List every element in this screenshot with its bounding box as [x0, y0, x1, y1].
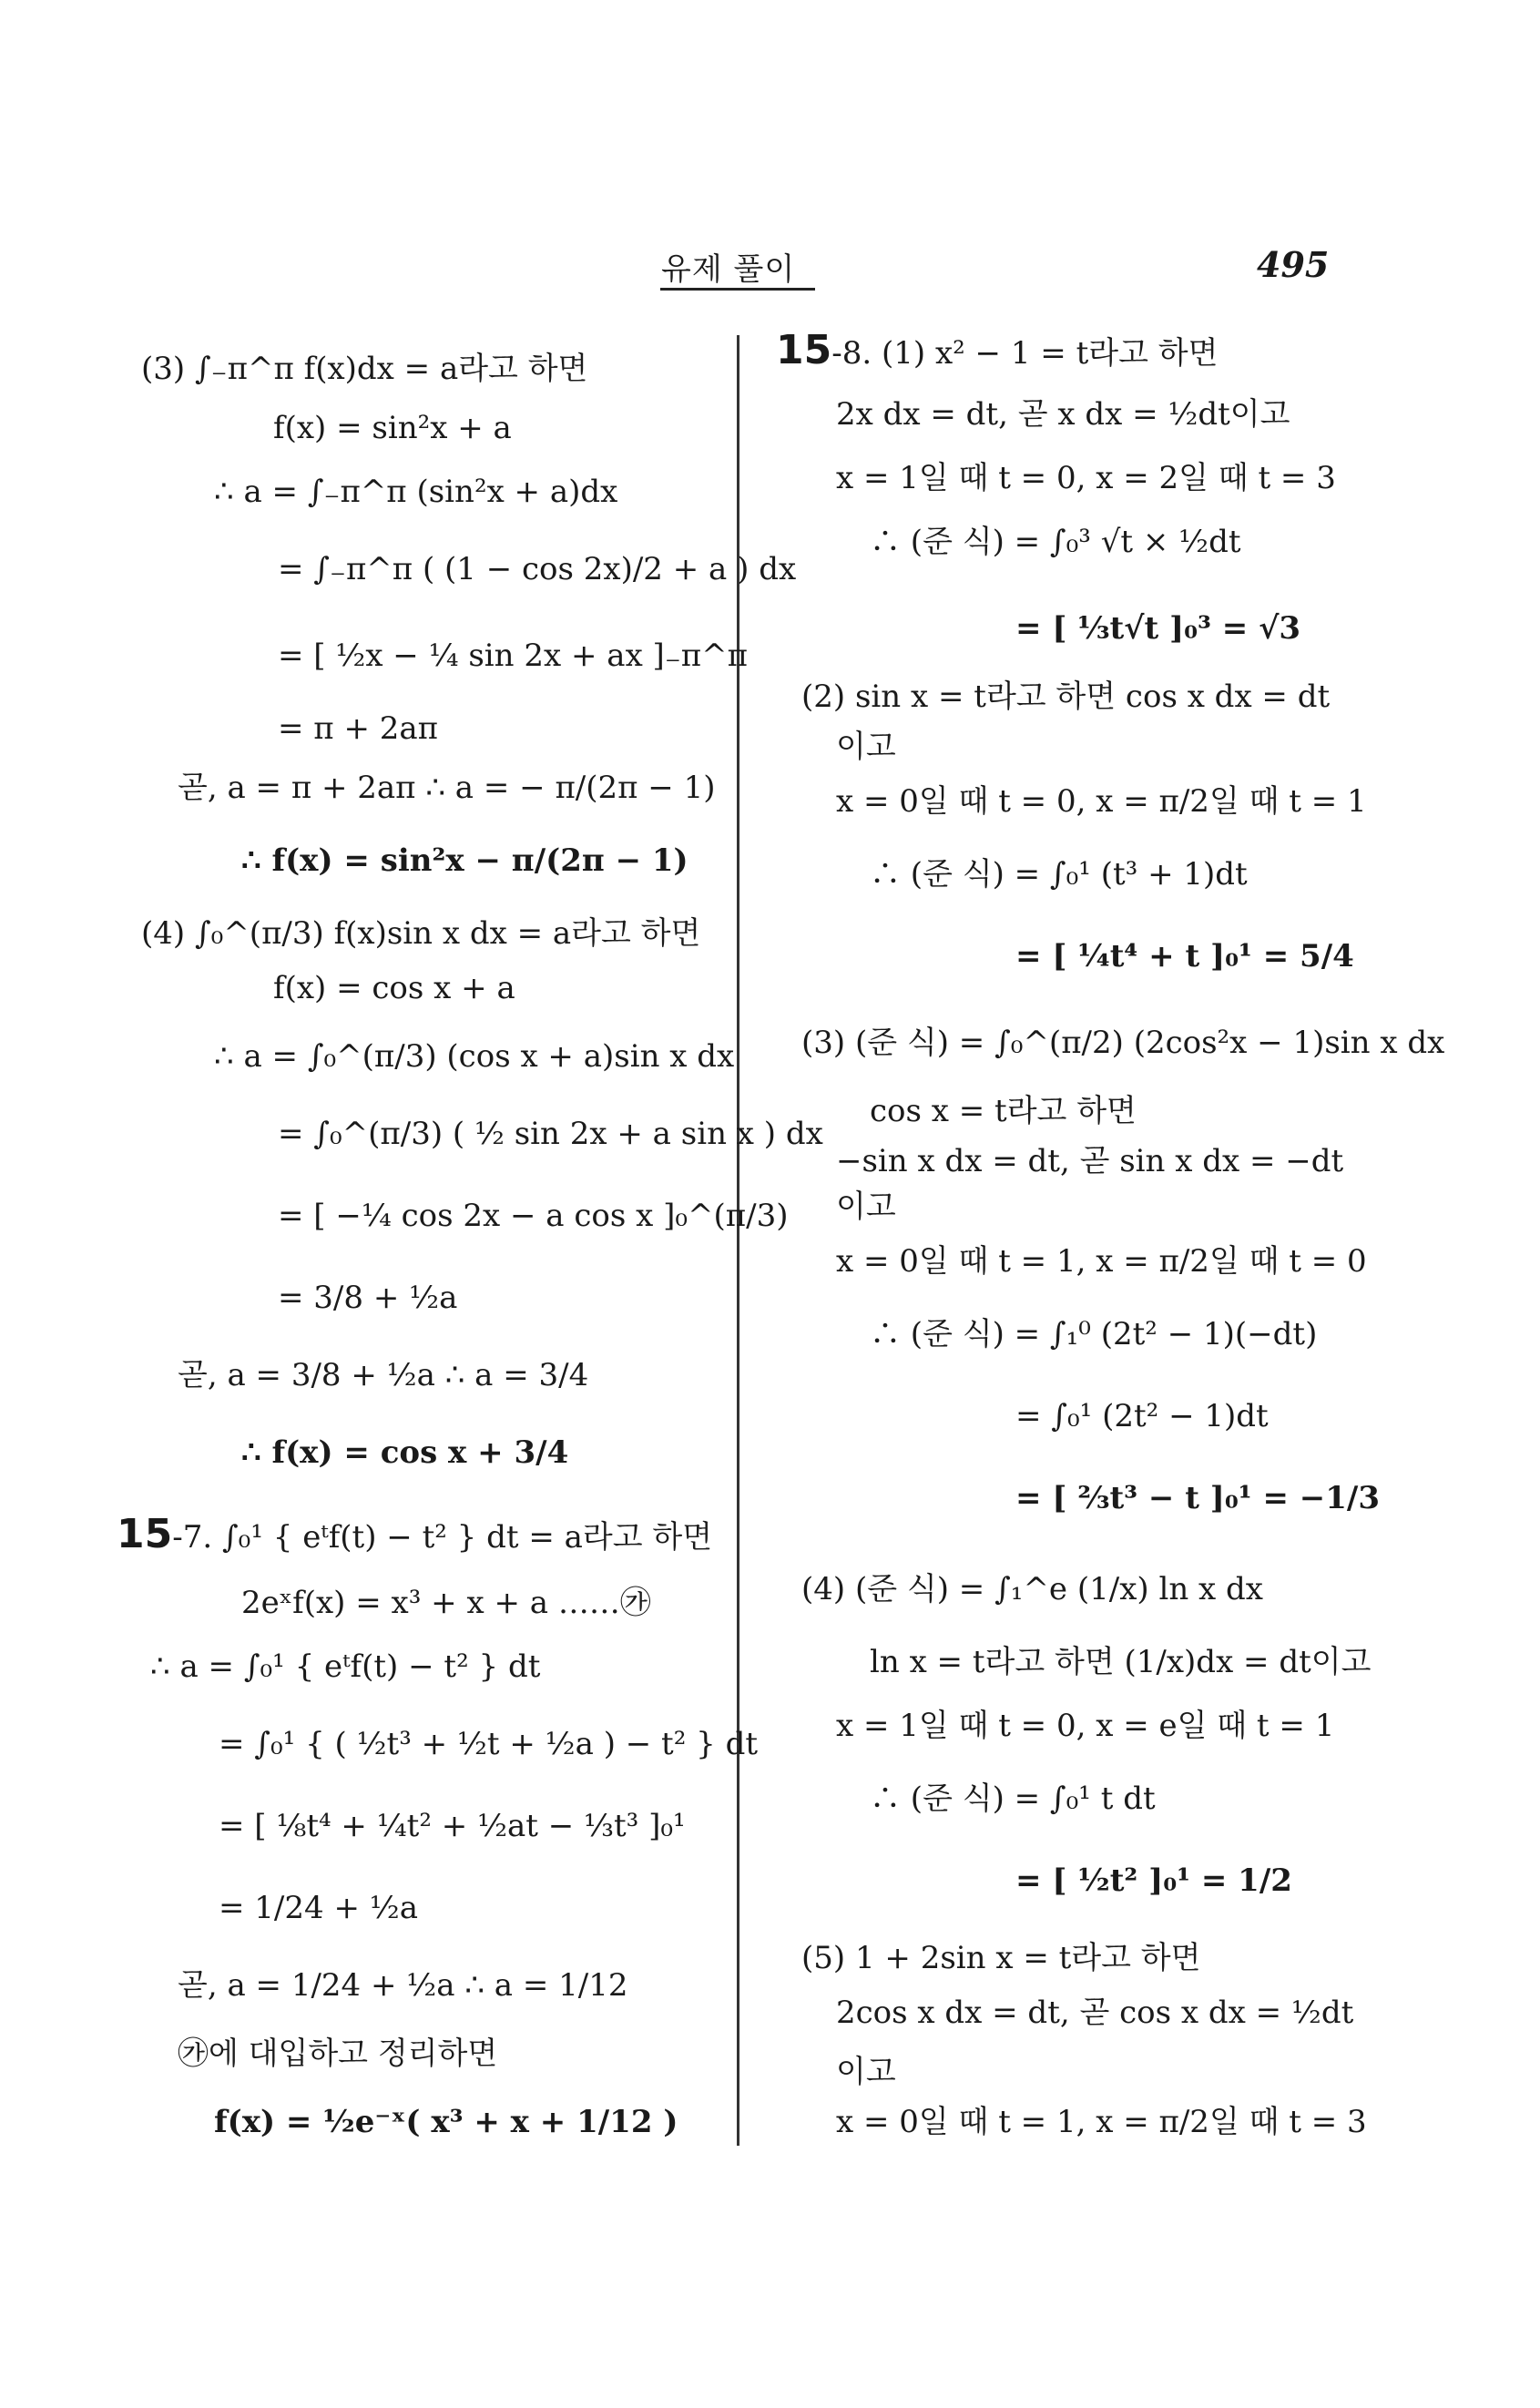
left-line: ∴ f(x) = cos x + 3/4 [241, 1434, 569, 1471]
left-line: = 3/8 + ½a [278, 1280, 458, 1316]
right-line: (3) (준 식) = ∫₀^(π/2) (2cos²x − 1)sin x dx [801, 1025, 1445, 1061]
left-line: = ∫₋π^π ( (1 − cos 2x)/2 + a ) dx [278, 551, 797, 587]
right-line: x = 1일 때 t = 0, x = 2일 때 t = 3 [836, 460, 1336, 496]
right-line: ∴ (준 식) = ∫₁⁰ (2t² − 1)(−dt) [870, 1316, 1318, 1352]
problem-number: 15 [117, 1511, 173, 1557]
left-line: 곧, a = 3/8 + ½a ∴ a = 3/4 [178, 1357, 589, 1393]
left-line: 2eˣf(x) = x³ + x + a ……㉮ [241, 1585, 651, 1621]
left-line: = 1/24 + ½a [219, 1890, 418, 1926]
right-line: = ∫₀¹ (2t² − 1)dt [1015, 1398, 1269, 1434]
left-line: (4) ∫₀^(π/3) f(x)sin x dx = a라고 하면 [141, 915, 701, 952]
problem-tag-15-7 [117, 1511, 713, 1557]
right-line: −sin x dx = dt, 곧 sin x dx = −dt [836, 1143, 1344, 1179]
left-line: ㉮에 대입하고 정리하면 [178, 2036, 498, 2072]
left-line: -7. ∫₀¹ { eᵗf(t) − t² } dt = a라고 하면 [172, 1519, 713, 1556]
right-line: = [ ⅔t³ − t ]₀¹ = −1/3 [1015, 1480, 1380, 1516]
right-line: 이고 [836, 729, 896, 765]
header-underline [660, 288, 815, 291]
right-line: (2) sin x = t라고 하면 cos x dx = dt [801, 679, 1331, 715]
right-line: 2x dx = dt, 곧 x dx = ½dt이고 [836, 396, 1290, 433]
right-line: (5) 1 + 2sin x = t라고 하면 [801, 1940, 1201, 1976]
right-line: = [ ¼t⁴ + t ]₀¹ = 5/4 [1015, 938, 1354, 974]
left-line: 곧, a = 1/24 + ½a ∴ a = 1/12 [178, 1967, 628, 2004]
right-line: x = 0일 때 t = 1, x = π/2일 때 t = 3 [836, 2104, 1367, 2140]
left-line: = [ ⅛t⁴ + ¼t² + ½at − ⅓t³ ]₀¹ [219, 1808, 686, 1844]
left-line: f(x) = sin²x + a [273, 410, 512, 446]
left-line: = ∫₀¹ { ( ½t³ + ½t + ½a ) − t² } dt [219, 1726, 759, 1762]
right-line: = [ ½t² ]₀¹ = 1/2 [1015, 1862, 1292, 1899]
left-line: = [ ½x − ¼ sin 2x + ax ]₋π^π [278, 638, 748, 674]
right-line: 이고 [836, 1189, 896, 1225]
left-line: ∴ a = ∫₀^(π/3) (cos x + a)sin x dx [214, 1038, 735, 1075]
left-line: = [ −¼ cos 2x − a cos x ]₀^(π/3) [278, 1198, 789, 1234]
column-divider [737, 335, 739, 2146]
right-line: x = 0일 때 t = 1, x = π/2일 때 t = 0 [836, 1243, 1367, 1280]
right-line: x = 0일 때 t = 0, x = π/2일 때 t = 1 [836, 783, 1367, 820]
right-line: 2cos x dx = dt, 곧 cos x dx = ½dt [836, 1995, 1354, 2031]
left-line: f(x) = ½e⁻ˣ( x³ + x + 1/12 ) [214, 2104, 678, 2140]
left-line: (3) ∫₋π^π f(x)dx = a라고 하면 [141, 351, 588, 387]
right-line: ∴ (준 식) = ∫₀¹ (t³ + 1)dt [870, 856, 1248, 893]
left-line: 곧, a = π + 2aπ ∴ a = − π/(2π − 1) [178, 770, 716, 806]
right-line: ∴ (준 식) = ∫₀³ √t × ½dt [870, 524, 1241, 560]
right-line: (4) (준 식) = ∫₁^e (1/x) ln x dx [801, 1571, 1263, 1607]
right-line: ∴ (준 식) = ∫₀¹ t dt [870, 1780, 1156, 1817]
page-header-title: 유제 풀이 [661, 251, 796, 288]
left-line: = π + 2aπ [278, 710, 438, 747]
right-line: 이고 [836, 2054, 896, 2090]
page-number: 495 [1257, 244, 1330, 285]
left-line: ∴ a = ∫₀¹ { eᵗf(t) − t² } dt [150, 1648, 541, 1685]
problem-number: 15 [776, 327, 832, 373]
left-line: ∴ a = ∫₋π^π (sin²x + a)dx [214, 474, 618, 510]
right-line: = [ ⅓t√t ]₀³ = √3 [1015, 610, 1301, 647]
left-line: f(x) = cos x + a [273, 970, 515, 1006]
right-line: -8. (1) x² − 1 = t라고 하면 [831, 335, 1219, 372]
right-line: ln x = t라고 하면 (1/x)dx = dt이고 [870, 1644, 1372, 1680]
left-line: ∴ f(x) = sin²x − π/(2π − 1) [241, 842, 688, 879]
problem-tag-15-8 [776, 327, 1219, 373]
left-line: = ∫₀^(π/3) ( ½ sin 2x + a sin x ) dx [278, 1116, 823, 1152]
right-line: x = 1일 때 t = 0, x = e일 때 t = 1 [836, 1708, 1335, 1744]
right-line: cos x = t라고 하면 [870, 1093, 1137, 1129]
